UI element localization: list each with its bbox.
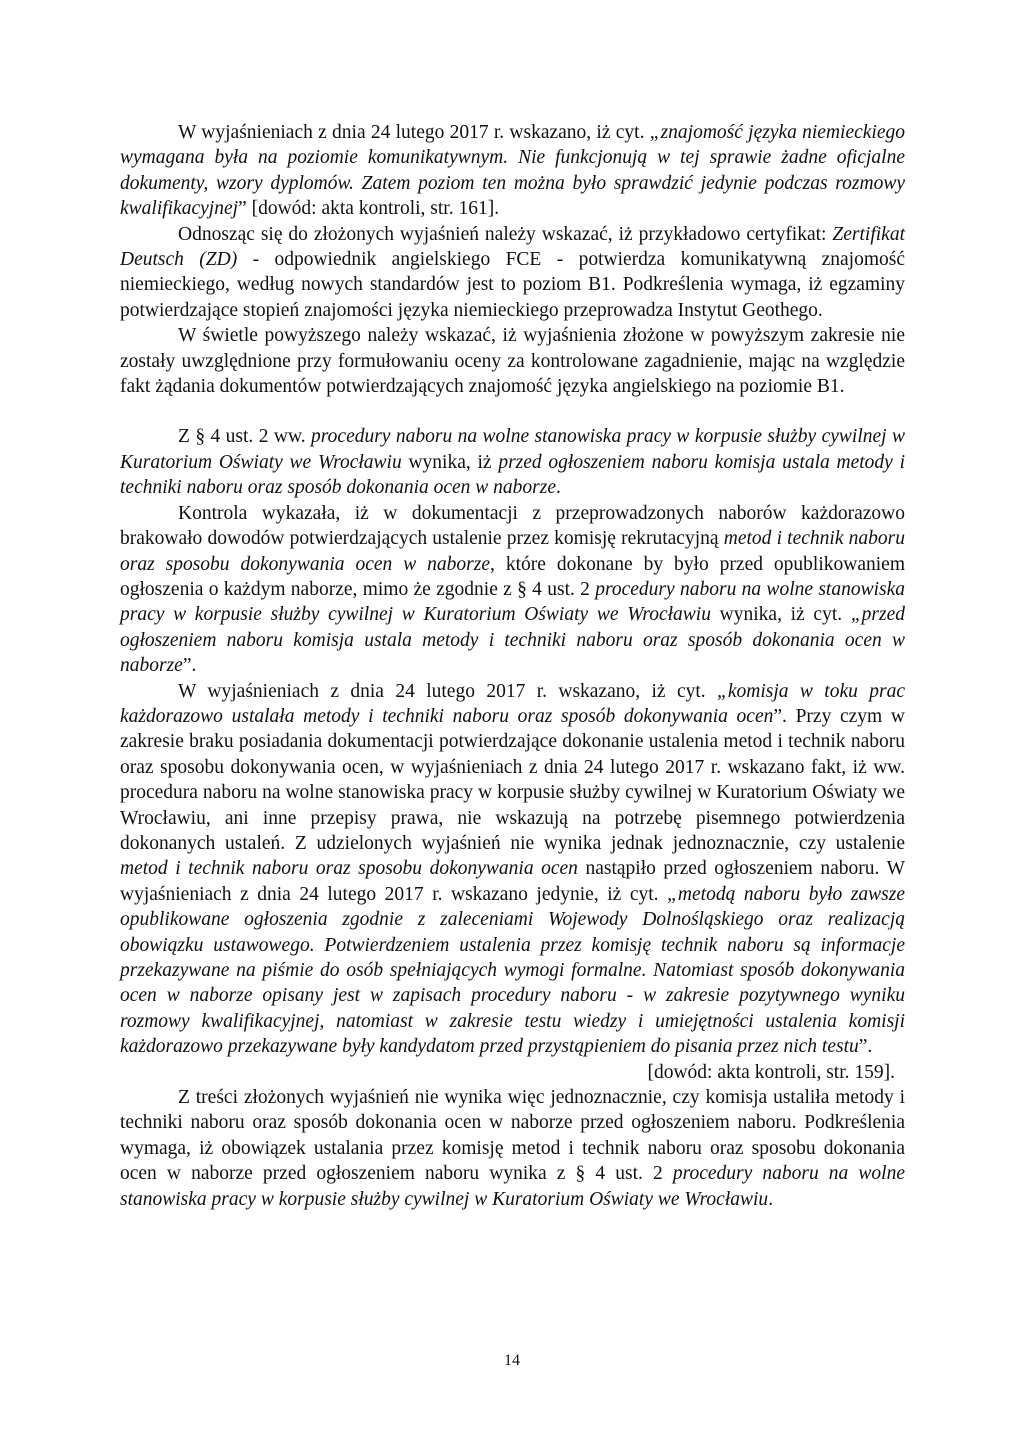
text-segment: W wyjaśnieniach z dnia 24 lutego 2017 r. wskazano, iż cyt. — [178, 122, 650, 143]
paragraph-4 — [120, 424, 905, 500]
text-segment: wynika, iż — [401, 451, 499, 473]
procedure-title: procedury naboru na wolne stanowiska pracy w korpusie służby cywilnej w Kuratorium Oświaty we Wrocławiu — [120, 578, 905, 626]
paragraph-1 — [120, 120, 905, 222]
text-segment: nastąpiło przed ogłoszeniem naboru. W wyjaśnieniach z dnia 24 lutego 2017 r. wskazano jedynie, iż cyt. — [120, 858, 905, 905]
text-segment: , które dokonane by było przed opublikowaniem ogłoszenia o każdym naborze, mimo że zgodnie z § 4 ust. 2 — [120, 553, 905, 600]
text-segment: ”. — [858, 1036, 873, 1058]
text-segment: W wyjaśnieniach z dnia 24 lutego 2017 r. wskazano, iż cyt. — [178, 680, 718, 702]
quote-segment: metod i technik naboru oraz sposobu dokonywania ocen — [120, 858, 578, 880]
text-segment: - odpowiednik angielskiego FCE - potwierdza komunikatywną znajomość niemieckiego, według nowych standardów jest to poziom B1. Podkreślenia wymaga, iż egzaminy potwierdzające stopień znajomości języka niemieckiego przeprowadza Instytut Geothego. — [120, 249, 905, 321]
quote-segment: „metodą naboru było zawsze opublikowane ogłoszenia zgodnie z zaleceniami Wojewody Dolnośląskiego oraz realizacją obowiązku ustawowego. Potwierdzeniem ustalenia przez komisję technik naboru są informacje przekazywane na piśmie do osób spełniających wymogi formalne. Natomiast sposób dokonywania ocen w naborze opisany jest w zapisach procedury naboru - w zakresie pozytywnego wyniku rozmowy kwalifikacyjnej, natomiast w zakresie testu wiedzy i umiejętności ustalenia komisji każdorazowo przekazywane były kandydatom przed przystąpieniem do pisania przez nich testu — [120, 883, 906, 1058]
paragraph-6 — [120, 679, 905, 1060]
quote-segment: „przed ogłoszeniem naboru komisja ustala metody i techniki naboru oraz sposób dokonania ocen w naborze — [120, 604, 905, 677]
paragraph-2 — [120, 222, 905, 324]
quote-segment: przed ogłoszeniem naboru komisja ustala metody i techniki naboru oraz sposób dokonania ocen w naborze — [120, 451, 905, 499]
evidence-note: [dowód: akta kontroli, str. 159]. — [647, 1061, 895, 1083]
procedure-title: procedury naboru na wolne stanowiska pracy w korpusie służby cywilnej w Kuratorium Oświaty we Wrocławiu — [120, 426, 905, 473]
paragraph-5 — [120, 501, 905, 679]
paragraph-7 — [120, 1085, 905, 1212]
quote-segment: metod i technik naboru oraz sposobu dokonywania ocen w naborze — [120, 528, 905, 575]
text-segment: ” [dowód: akta kontroli, str. 161]. — [238, 198, 500, 220]
page-number: 14 — [504, 1352, 520, 1369]
text-segment: W świetle powyższego należy wskazać, iż wyjaśnienia złożone w powyższym zakresie nie zostały uwzględnione przy formułowaniu oceny za kontrolowane zagadnienie, mając na względzie fakt żądania dokumentów potwierdzających znajomość języka angielskiego na poziomie B1. — [120, 325, 905, 398]
text-segment: . — [768, 1188, 774, 1210]
text-segment: . — [556, 477, 561, 499]
document-body — [120, 120, 905, 1212]
text-segment: Z treści złożonych wyjaśnień nie wynika więc jednoznacznie, czy komisja ustaliła metody i techniki naboru oraz sposób dokonania ocen w naborze przed ogłoszeniem naboru. Podkreślenia wymaga, iż obowiązek ustalania przez komisję metod i technik naboru oraz sposobu dokonania ocen w naborze przed ogłoszeniem naboru wynika z § 4 ust. 2 — [120, 1087, 905, 1185]
text-segment: Z § 4 ust. 2 ww. — [178, 426, 312, 448]
text-segment: Odnosząc się do złożonych wyjaśnień należy wskazać, iż przykładowo certyfikat: — [178, 223, 833, 245]
text-segment: ”. Przy czym w zakresie braku posiadania dokumentacji potwierdzające dokonanie ustalenia metod i technik naboru oraz sposobu dokonywania ocen, w wyjaśnieniach z dnia 24 lutego 2017 r. wskazano fakt, iż ww. procedura naboru na wolne stanowiska pracy w korpusie służby cywilnej w Kuratorium Oświaty we Wrocławiu, ani inne przepisy prawa, nie wskazują na potrzebę pisemnego potwierdzenia dokonanych ustaleń. Z udzielonych wyjaśnień nie wynika jednak jednoznacznie, czy ustalenie — [120, 705, 905, 854]
text-segment: ”. — [182, 655, 197, 677]
paragraph-3 — [120, 323, 905, 399]
certificate-name: Zertifikat Deutsch (ZD) — [120, 223, 905, 271]
text-segment: Kontrola wykazała, iż w dokumentacji z przeprowadzonych naborów każdorazowo brakowało dowodów potwierdzających ustalenie przez komisję rekrutacyjną — [120, 502, 905, 550]
quote-segment: „znajomość języka niemieckiego wymagana była na poziomie komunikatywnym. Nie funkcjonują w tej sprawie żadne oficjalne dokumenty, wzory dyplomów. Zatem poziom ten można było sprawdzić jedynie podczas rozmowy kwalifikacyjnej — [120, 122, 905, 220]
quote-segment: „komisja w toku prac każdorazowo ustalała metody i techniki naboru oraz sposób dokonywania ocen — [120, 680, 905, 727]
text-segment: wynika, iż cyt. — [710, 604, 851, 626]
procedure-title: procedury naboru na wolne stanowiska pracy w korpusie służby cywilnej w Kuratorium Oświaty we Wrocławiu — [120, 1163, 905, 1210]
